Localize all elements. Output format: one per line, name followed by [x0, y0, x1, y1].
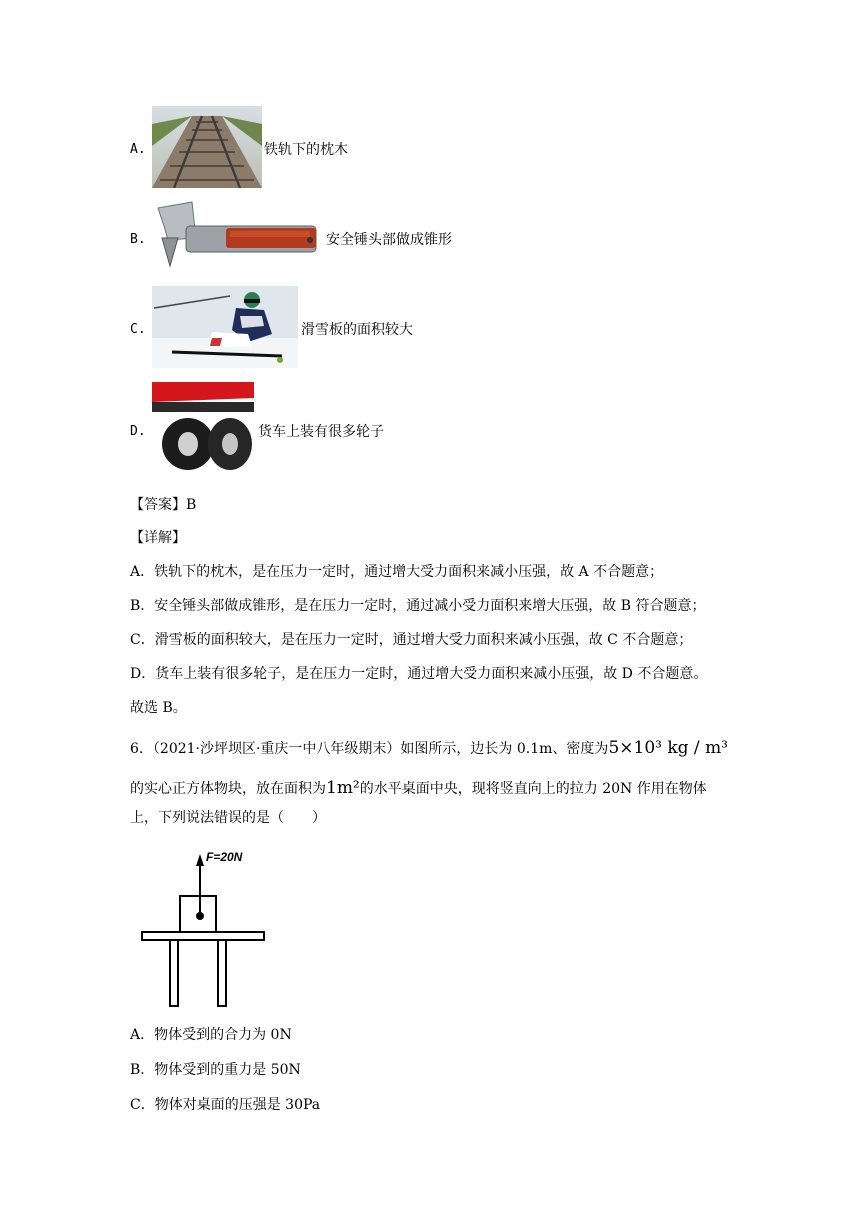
truck-wheels-photo: [152, 382, 254, 474]
detail-line: D．货车上装有很多轮子，是在压力一定时，通过增大受力面积来减小压强，故 D 不合题意。: [130, 666, 708, 682]
option-b-letter: B.: [130, 232, 146, 247]
option-b-caption: 安全锤头部做成锥形: [326, 232, 452, 248]
answer: 【答案】B: [130, 497, 197, 513]
safety-hammer-photo: [146, 196, 326, 274]
option-a-caption: 铁轨下的枕木: [264, 142, 348, 158]
force-label: F=20N: [206, 850, 243, 864]
question-line-1: [130, 738, 728, 759]
area-formula: 1m²: [326, 778, 360, 798]
railway-track-photo: [152, 106, 262, 188]
question-text: 6．（2021·沙坪坝区·重庆一中八年级期末）如图所示，边长为 0.1m、密度为: [130, 741, 609, 757]
force-diagram: [138, 850, 288, 1010]
option-c-letter: C.: [130, 322, 146, 337]
question-text: 的水平桌面中央，现将竖直向上的拉力 20N 作用在物体: [359, 781, 707, 797]
option-d-caption: 货车上装有很多轮子: [258, 424, 384, 440]
question-option-b: B．物体受到的重力是 50N: [130, 1062, 301, 1078]
option-d-letter: D.: [130, 424, 146, 439]
detail-line: 故选 B。: [130, 700, 187, 716]
question-line-3: 上，下列说法错误的是（ ）: [130, 810, 326, 826]
option-a-letter: A.: [130, 142, 146, 157]
question-line-2: [130, 778, 707, 799]
question-text: 的实心正方体物块，放在面积为: [130, 781, 326, 797]
option-c-caption: 滑雪板的面积较大: [301, 322, 413, 338]
question-option-c: C．物体对桌面的压强是 30Pa: [130, 1097, 321, 1113]
detail-line: B．安全锤头部做成锥形，是在压力一定时，通过减小受力面积来增大压强，故 B 符合题意；: [130, 598, 706, 614]
density-formula: 5×10³ kg / m³: [608, 738, 729, 758]
detail-header: 【详解】: [130, 530, 186, 546]
detail-line: C．滑雪板的面积较大，是在压力一定时，通过增大受力面积来减小压强，故 C 不合题意；: [130, 632, 693, 648]
detail-line: A．铁轨下的枕木，是在压力一定时，通过增大受力面积来减小压强，故 A 不合题意；: [130, 564, 664, 580]
question-option-a: A．物体受到的合力为 0N: [130, 1027, 292, 1043]
skier-photo: [152, 286, 298, 368]
